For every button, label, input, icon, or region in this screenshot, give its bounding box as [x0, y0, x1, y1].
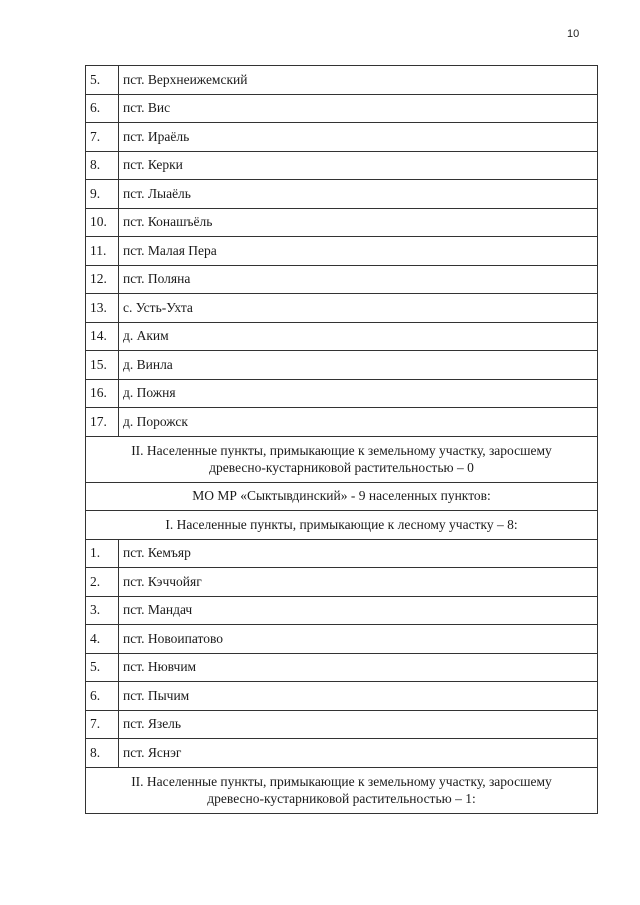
settlement-name: пст. Язель — [119, 710, 598, 739]
settlement-name: д. Пожня — [119, 379, 598, 408]
settlement-name: пст. Новоипатово — [119, 625, 598, 654]
table-row — [86, 408, 598, 437]
table-row — [86, 625, 598, 654]
section-heading-line: I. Населенные пункты, примыкающие к лесному участку – 8: — [165, 516, 518, 532]
table-row — [86, 351, 598, 380]
settlement-name: пст. Лыаёль — [119, 180, 598, 209]
table-row — [86, 322, 598, 351]
settlement-name: пст. Кемъяр — [119, 539, 598, 568]
table-row — [86, 539, 598, 568]
table-row — [86, 66, 598, 95]
settlements-table-body — [86, 66, 598, 814]
row-number: 12. — [86, 265, 119, 294]
section-heading — [86, 511, 598, 540]
settlement-name: пст. Конашъёль — [119, 208, 598, 237]
row-number: 6. — [86, 94, 119, 123]
settlement-name: пст. Малая Пера — [119, 237, 598, 266]
settlement-name: пст. Поляна — [119, 265, 598, 294]
section-heading-row — [86, 767, 598, 813]
table-row — [86, 237, 598, 266]
settlement-name: д. Порожск — [119, 408, 598, 437]
table-row — [86, 151, 598, 180]
row-number: 1. — [86, 539, 119, 568]
row-number: 9. — [86, 180, 119, 209]
table-row — [86, 123, 598, 152]
table-row — [86, 180, 598, 209]
page-number: 10 — [567, 28, 580, 40]
section-heading-line: древесно-кустарниковой растительностью – 0 — [209, 460, 474, 475]
row-number: 10. — [86, 208, 119, 237]
row-number: 7. — [86, 123, 119, 152]
table-row — [86, 294, 598, 323]
section-heading-row — [86, 511, 598, 540]
row-number: 5. — [86, 653, 119, 682]
row-number: 2. — [86, 568, 119, 597]
row-number: 7. — [86, 710, 119, 739]
settlement-name: пст. Вис — [119, 94, 598, 123]
row-number: 17. — [86, 408, 119, 437]
settlement-name: пст. Верхнеижемский — [119, 66, 598, 95]
row-number: 16. — [86, 379, 119, 408]
settlement-name: д. Винла — [119, 351, 598, 380]
row-number: 5. — [86, 66, 119, 95]
section-heading-line: МО МР «Сыктывдинский» - 9 населенных пунктов: — [192, 488, 491, 504]
row-number: 11. — [86, 237, 119, 266]
table-row — [86, 568, 598, 597]
section-heading — [86, 482, 598, 511]
section-heading-row — [86, 482, 598, 511]
settlement-name: пст. Мандач — [119, 596, 598, 625]
row-number: 3. — [86, 596, 119, 625]
table-row — [86, 265, 598, 294]
section-heading-row — [86, 436, 598, 482]
row-number: 13. — [86, 294, 119, 323]
row-number: 8. — [86, 151, 119, 180]
table-row — [86, 653, 598, 682]
settlement-name: пст. Яснэг — [119, 739, 598, 768]
settlement-name: пст. Нювчим — [119, 653, 598, 682]
settlement-name: пст. Керки — [119, 151, 598, 180]
settlement-name: пст. Ираёль — [119, 123, 598, 152]
table-row — [86, 208, 598, 237]
row-number: 14. — [86, 322, 119, 351]
table-row — [86, 596, 598, 625]
row-number: 15. — [86, 351, 119, 380]
row-number: 6. — [86, 682, 119, 711]
section-heading-line: II. Населенные пункты, примыкающие к земельному участку, заросшему — [131, 774, 552, 789]
settlement-name: с. Усть-Ухта — [119, 294, 598, 323]
table-row — [86, 379, 598, 408]
table-row — [86, 739, 598, 768]
section-heading — [86, 767, 598, 813]
settlement-name: пст. Пычим — [119, 682, 598, 711]
table-row — [86, 682, 598, 711]
row-number: 4. — [86, 625, 119, 654]
section-heading-line: древесно-кустарниковой растительностью – 1: — [207, 791, 476, 806]
settlement-name: д. Аким — [119, 322, 598, 351]
row-number: 8. — [86, 739, 119, 768]
table-row — [86, 94, 598, 123]
table-row — [86, 710, 598, 739]
settlements-table — [85, 65, 598, 814]
section-heading-line: II. Населенные пункты, примыкающие к земельному участку, заросшему — [131, 443, 552, 458]
section-heading — [86, 436, 598, 482]
settlement-name: пст. Кэччойяг — [119, 568, 598, 597]
